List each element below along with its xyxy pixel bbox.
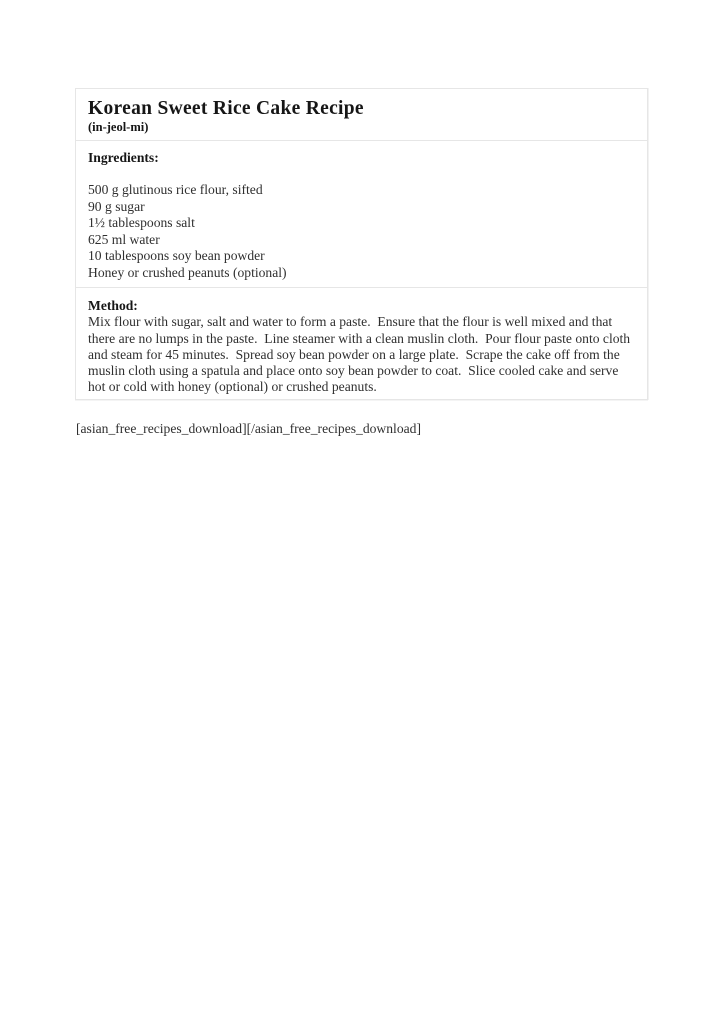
ingredients-list xyxy=(88,182,635,281)
method-section xyxy=(76,287,647,399)
method-text: Mix flour with sugar, salt and water to form a paste. Ensure that the flour is well mixed and that there are no lumps in the paste. Line steamer with a clean muslin cloth. Pour flour paste onto cloth and steam for 45 minutes. Spread soy bean powder on a large plate. Scrape the cake off from the muslin cloth using a spatula and place onto soy bean powder to coat. Slice cooled cake and serve hot or cold with honey (optional) or crushed peanuts. xyxy=(88,314,634,395)
ingredient-item: 625 ml water xyxy=(88,231,160,247)
ingredient-item: 90 g sugar xyxy=(88,198,145,214)
shortcode-text: [asian_free_recipes_download][/asian_free_recipes_download] xyxy=(76,421,421,436)
ingredients-section xyxy=(76,140,647,287)
method-heading: Method: xyxy=(88,298,138,313)
ingredient-item: 10 tablespoons soy bean powder xyxy=(88,248,265,263)
recipe-subtitle: (in-jeol-mi) xyxy=(88,120,149,134)
recipe-card xyxy=(75,88,648,400)
ingredient-item: Honey or crushed peanuts (optional) xyxy=(88,264,287,280)
ingredients-heading: Ingredients: xyxy=(88,150,159,165)
ingredient-item: 1½ tablespoons salt xyxy=(88,215,195,230)
recipe-card-header xyxy=(76,89,647,140)
ingredient-item: 500 g glutinous rice flour, sifted xyxy=(88,182,263,197)
recipe-title: Korean Sweet Rice Cake Recipe xyxy=(88,98,364,119)
